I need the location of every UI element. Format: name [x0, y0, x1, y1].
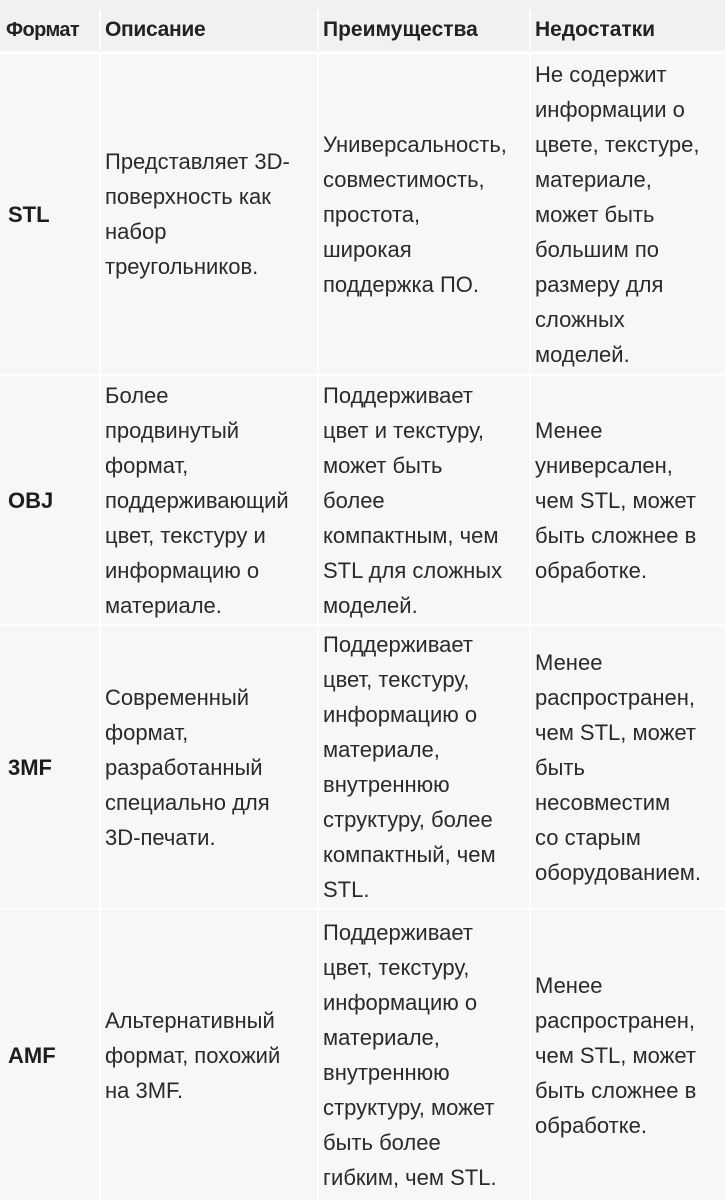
- disadvantages-cell: [529, 376, 725, 624]
- cell-line: компактный, чем: [323, 842, 496, 867]
- cell-line: информации о: [535, 96, 685, 122]
- cell-line: гибким, чем STL.: [323, 1165, 497, 1190]
- table-row: [0, 908, 725, 1200]
- cell-line: простота,: [323, 201, 421, 227]
- cell-line: Универсальность,: [323, 131, 507, 157]
- cell-text: [323, 378, 502, 623]
- cell-line: быть сложнее в: [535, 522, 697, 548]
- table-row: [0, 624, 725, 908]
- cell-line: обработке.: [535, 1112, 647, 1138]
- description-cell: [99, 376, 317, 624]
- cell-line: размеру для: [535, 271, 664, 297]
- cell-line: более: [323, 487, 385, 513]
- cell-line: моделей.: [323, 592, 418, 618]
- cell-line: материале.: [105, 592, 222, 618]
- cell-line: STL.: [323, 877, 370, 902]
- cell-line: поверхность как: [105, 184, 271, 209]
- disadvantages-cell: [529, 626, 725, 908]
- description-cell: [99, 54, 317, 374]
- cell-line: поддержка ПО.: [323, 271, 480, 297]
- cell-line: компактным, чем: [323, 522, 499, 548]
- cell-line: Современный: [105, 684, 250, 710]
- cell-line: Представляет 3D-: [105, 149, 290, 174]
- cell-line: совместимость,: [323, 166, 485, 192]
- cell-line: материале,: [323, 1025, 440, 1050]
- cell-line: информацию о: [323, 702, 478, 727]
- cell-line: Менее: [535, 417, 603, 443]
- cell-line: цвете, текстуре,: [535, 131, 700, 157]
- cell-line: Поддерживает: [323, 382, 473, 408]
- cell-line: обработке.: [535, 557, 647, 583]
- cell-line: Менее: [535, 972, 603, 998]
- cell-line: большим по: [535, 236, 659, 262]
- cell-line: информацию о: [105, 557, 260, 583]
- cell-line: универсален,: [535, 452, 673, 478]
- cell-line: быть сложнее в: [535, 1077, 697, 1103]
- cell-line: продвинутый: [105, 417, 240, 443]
- cell-line: цвет, текстуру,: [323, 955, 470, 980]
- cell-line: чем STL, может: [535, 487, 696, 513]
- cell-line: чем STL, может: [535, 1042, 696, 1068]
- description-cell: [99, 626, 317, 908]
- header-disadvantages: Недостатки: [529, 10, 725, 50]
- cell-line: 3D-печати.: [105, 824, 216, 850]
- cell-text: [105, 378, 289, 623]
- cell-line: распространен,: [535, 684, 696, 710]
- cell-line: широкая: [323, 236, 412, 262]
- cell-text: [535, 968, 696, 1143]
- table-row: [0, 52, 725, 374]
- cell-line: набор: [105, 219, 167, 244]
- cell-text: [323, 627, 496, 907]
- description-cell: [99, 910, 317, 1200]
- cell-line: цвет и текстуру,: [323, 417, 485, 443]
- advantages-cell: [317, 910, 529, 1200]
- advantages-cell: [317, 626, 529, 908]
- cell-line: может быть: [535, 201, 655, 227]
- cell-line: чем STL, может: [535, 719, 696, 745]
- cell-line: цвет, текстуру,: [323, 667, 470, 692]
- cell-line: формат,: [105, 452, 189, 478]
- header-advantages: Преимущества: [317, 10, 529, 50]
- cell-line: сложных: [535, 306, 625, 332]
- cell-line: STL для сложных: [323, 557, 503, 583]
- cell-text: [535, 645, 701, 890]
- cell-line: цвет, текстуру и: [105, 522, 266, 548]
- cell-line: Более: [105, 382, 169, 408]
- cell-line: быть: [535, 754, 585, 780]
- cell-line: оборудованием.: [535, 859, 701, 885]
- cell-line: материале,: [535, 166, 652, 192]
- cell-line: несовместим: [535, 789, 671, 815]
- disadvantages-cell: [529, 54, 725, 374]
- cell-text: [105, 680, 270, 855]
- cell-line: материале,: [323, 737, 440, 762]
- cell-line: моделей.: [535, 341, 630, 367]
- cell-line: специально для: [105, 789, 270, 815]
- cell-line: разработанный: [105, 754, 263, 780]
- cell-line: быть более: [323, 1130, 441, 1155]
- header-format: Формат: [6, 18, 80, 41]
- cell-line: Поддерживает: [323, 632, 473, 657]
- cell-line: Поддерживает: [323, 920, 473, 945]
- cell-text: [535, 57, 699, 372]
- cell-line: Не содержит: [535, 61, 667, 87]
- advantages-cell: [317, 376, 529, 624]
- cell-line: со старым: [535, 824, 641, 850]
- cell-text: [323, 915, 497, 1195]
- cell-text: [323, 127, 507, 302]
- cell-line: внутреннюю: [323, 1060, 450, 1085]
- format-cell: 3MF: [8, 754, 52, 780]
- cell-line: на 3MF.: [105, 1077, 184, 1103]
- cell-line: может быть: [323, 452, 443, 478]
- table-top-strip: [0, 0, 725, 10]
- cell-text: [535, 413, 696, 588]
- cell-line: Альтернативный: [105, 1007, 275, 1033]
- cell-line: Менее: [535, 649, 603, 675]
- cell-line: структуру, более: [323, 807, 493, 832]
- cell-line: поддерживающий: [105, 487, 289, 513]
- cell-line: структуру, может: [323, 1095, 495, 1120]
- cell-line: треугольников.: [105, 254, 259, 279]
- format-cell: AMF: [8, 1042, 56, 1068]
- cell-line: распространен,: [535, 1007, 696, 1033]
- advantages-cell: [317, 54, 529, 374]
- cell-text: [105, 144, 290, 284]
- disadvantages-cell: [529, 910, 725, 1200]
- cell-line: внутреннюю: [323, 772, 450, 797]
- header-description: Описание: [99, 10, 317, 50]
- format-cell: STL: [8, 201, 50, 227]
- cell-text: [105, 1003, 280, 1108]
- format-cell: OBJ: [8, 487, 54, 513]
- table-header-row: [0, 10, 725, 50]
- cell-line: информацию о: [323, 990, 478, 1015]
- cell-line: формат,: [105, 719, 189, 745]
- table-row: [0, 374, 725, 624]
- cell-line: формат, похожий: [105, 1042, 281, 1068]
